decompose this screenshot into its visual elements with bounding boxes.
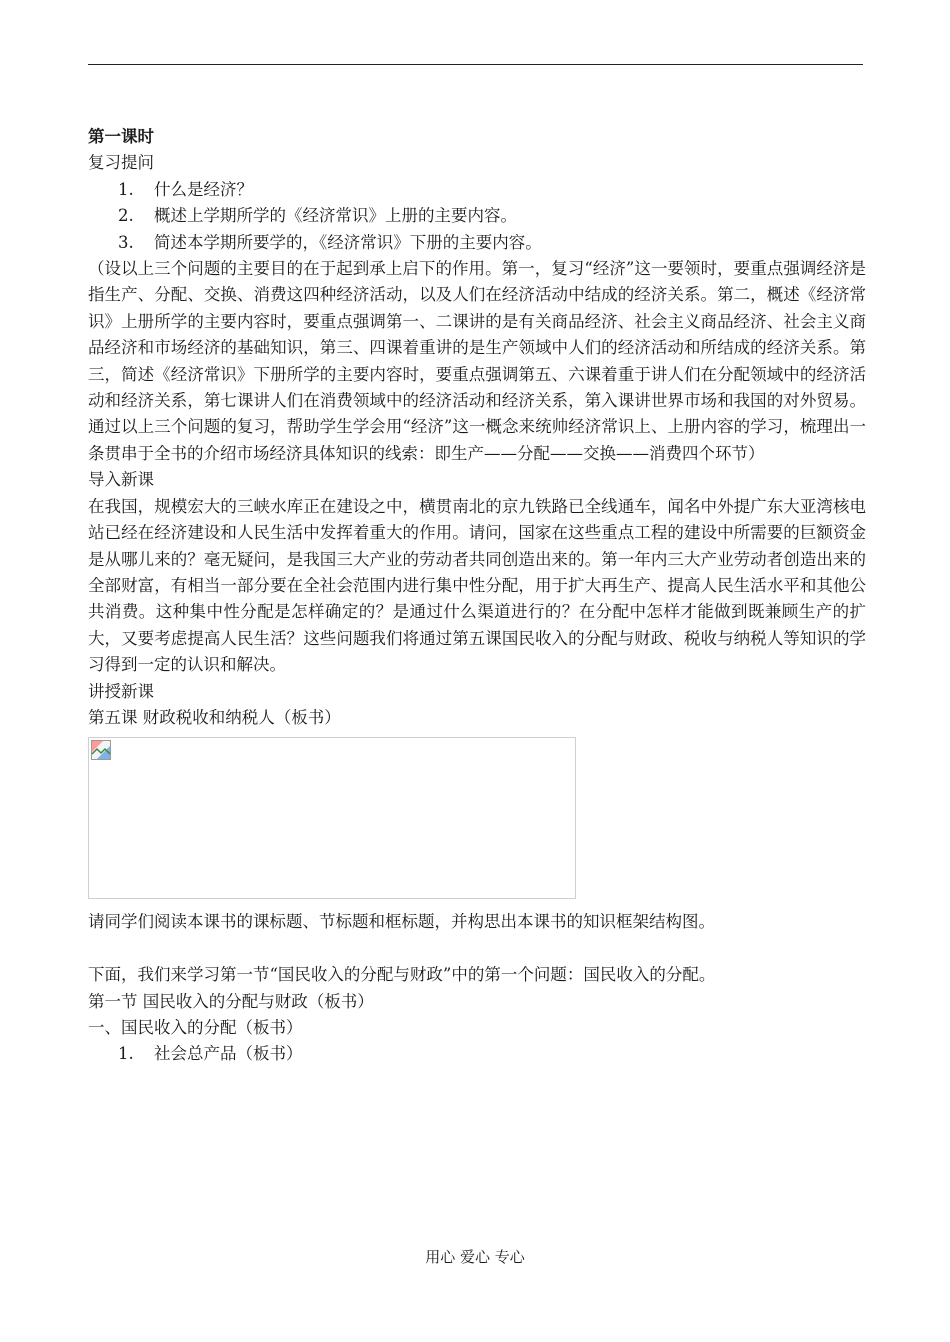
review-note: （设以上三个问题的主要目的在于起到承上启下的作用。第一，复习“经济”这一要领时，要重点强调经济是指生产、分配、交换、消费这四种经济活动，以及人们在经济活动中结成的经济关系。第二，概述《经济常识》上册所学的主要内容时，要重点强调第一、二课讲的是有关商品经济、社会主义商品经济、社会主义商品经济和市场经济的基础知识，第三、四课着重讲的是生产领域中人们的经济活动和所结成的经济关系。第三，简述《经济常识》下册所学的主要内容时，要重点强调第五、六课着重于讲人们在分配领域中的经济活动和经济关系，第七课讲人们在消费领域中的经济活动和经济关系，第入课讲世界市场和我国的对外贸易。通过以上三个问题的复习，帮助学生学会用“经济”这一概念来统帅经济常识上、上册内容的学习，梳理出一条贯串于全书的介绍市场经济具体知识的线索：即生产——分配——交换——消费四个环节） [88,259,866,463]
transition-text: 下面，我们来学习第一节“国民收入的分配与财政”中的第一个问题：国民收入的分配。 [88,965,716,985]
subsection1-title: 一、国民收入的分配（板书） [88,1017,303,1037]
image-placeholder [88,737,576,899]
teach-heading: 讲授新课 [88,681,154,701]
lesson5-title: 第五课 财政税收和纳税人（板书） [88,707,341,727]
list-item: 1. 社会总产品（板书） [118,1044,303,1064]
intro-heading: 导入新课 [88,470,154,490]
intro-paragraph: 在我国，规模宏大的三峡水库正在建设之中，横贯南北的京九铁路已全线通车，闻名中外提广东大亚湾核电站已经在经济建设和人民生活中发挥着重大的作用。请问，国家在这些重点工程的建设中所需要的巨额资金是从哪儿来的？毫无疑问，是我国三大产业的劳动者共同创造出来的。第一年内三大产业劳动者创造出来的全部财富，有相当一部分要在全社会范围内进行集中性分配，用于扩大再生产、提高人民生活水平和其他公共消费。这种集中性分配是怎样确定的？是通过什么渠道进行的？在分配中怎样才能做到既兼顾生产的扩大，又要考虑提高人民生活？这些问题我们将通过第五课国民收入的分配与财政、税收与纳税人等知识的学习得到一定的认识和解决。 [88,496,866,675]
header-rule [88,64,863,65]
section1-title: 第一节 国民收入的分配与财政（板书） [88,991,374,1011]
lesson-title: 第一课时 [88,127,154,146]
page-footer: 用心 爱心 专心 [425,1248,525,1266]
list-item: 3. 简述本学期所要学的，《经济常识》下册的主要内容。 [118,232,542,252]
review-heading: 复习提问 [88,153,154,173]
broken-image-icon [91,740,111,760]
list-item: 2. 概述上学期所学的《经济常识》上册的主要内容。 [118,206,517,226]
document-body [88,124,866,1068]
list-item: 1. 什么是经济？ [118,179,253,199]
instruction: 请同学们阅读本课书的课标题、节标题和框标题，并构思出本课书的知识框架结构图。 [88,912,715,932]
